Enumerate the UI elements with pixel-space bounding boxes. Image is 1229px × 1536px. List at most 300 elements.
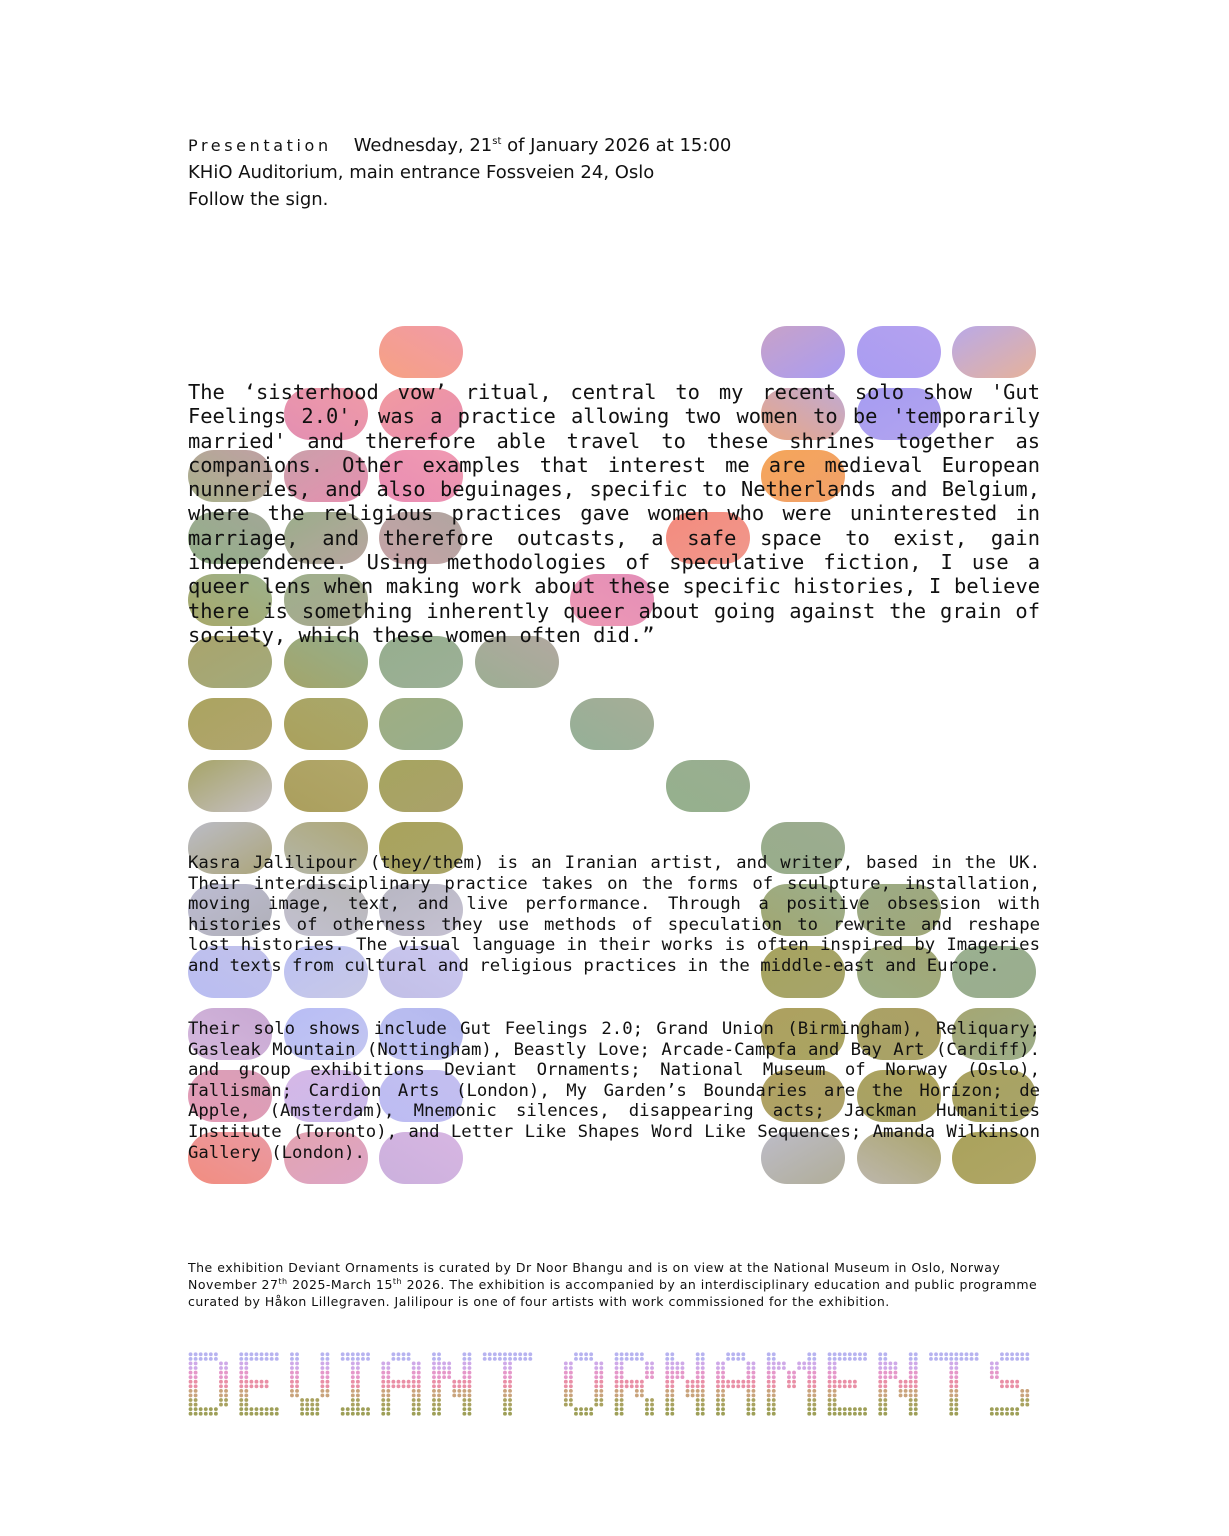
- logo-dot: [807, 1375, 811, 1379]
- logo-dot: [417, 1412, 421, 1416]
- logo-dot: [239, 1357, 243, 1361]
- logo-dot: [189, 1380, 193, 1384]
- logo-dot: [883, 1380, 887, 1384]
- logo-dot: [853, 1407, 857, 1411]
- logo-dot: [189, 1375, 193, 1379]
- logo-dot: [290, 1394, 294, 1398]
- logo-dot: [249, 1380, 253, 1384]
- logo-dot: [1005, 1357, 1009, 1361]
- logo-dot: [209, 1412, 213, 1416]
- logo-dot: [275, 1357, 279, 1361]
- logo-dot: [468, 1398, 472, 1402]
- logo-dot: [518, 1352, 522, 1356]
- logo-dot: [767, 1380, 771, 1384]
- logo-dot: [244, 1380, 248, 1384]
- logo-dot: [260, 1384, 264, 1388]
- logo-dot: [995, 1407, 999, 1411]
- logo-dot: [452, 1394, 456, 1398]
- logo-dot: [736, 1357, 740, 1361]
- logo-dot: [949, 1352, 953, 1356]
- logo-dot: [843, 1407, 847, 1411]
- logo-dot: [731, 1352, 735, 1356]
- logo-dot: [356, 1375, 360, 1379]
- logo-dot: [320, 1394, 324, 1398]
- logo-dot: [909, 1389, 913, 1393]
- logo-dot: [386, 1394, 390, 1398]
- logo-dot: [295, 1375, 299, 1379]
- logo-dot: [670, 1384, 674, 1388]
- logo-dot: [838, 1380, 842, 1384]
- logo-dot: [767, 1394, 771, 1398]
- logo-dot: [320, 1380, 324, 1384]
- logo-dot: [767, 1375, 771, 1379]
- logo-dot: [883, 1394, 887, 1398]
- logo-dot: [812, 1362, 816, 1366]
- logo-dot: [244, 1375, 248, 1379]
- logo-dot: [1025, 1389, 1029, 1393]
- logo-dot: [290, 1352, 294, 1356]
- logo-dot: [828, 1357, 832, 1361]
- logo-dot: [741, 1384, 745, 1388]
- logo-dot: [965, 1352, 969, 1356]
- event-datetime-ordinal: st: [492, 136, 502, 147]
- logo-dot: [848, 1352, 852, 1356]
- logo-dot: [381, 1398, 385, 1402]
- logo-dot: [462, 1398, 466, 1402]
- logo-dot: [468, 1389, 472, 1393]
- logo-dot: [630, 1380, 634, 1384]
- logo-dot: [883, 1362, 887, 1366]
- logo-dot: [239, 1366, 243, 1370]
- logo-dot: [417, 1362, 421, 1366]
- logo-dot: [746, 1394, 750, 1398]
- logo-dot: [1020, 1352, 1024, 1356]
- logo-dot: [675, 1366, 679, 1370]
- logo-dot: [954, 1407, 958, 1411]
- logo-dot: [914, 1375, 918, 1379]
- logo-dot: [838, 1357, 842, 1361]
- logo-dot: [244, 1371, 248, 1375]
- logo-dot: [244, 1407, 248, 1411]
- logo-dot: [975, 1352, 979, 1356]
- logo-dot: [990, 1371, 994, 1375]
- logo-dot: [696, 1375, 700, 1379]
- logo-dot: [244, 1412, 248, 1416]
- logo-dot: [437, 1384, 441, 1388]
- footnote-text-1: The exhibition Deviant Ornaments is curated by Dr Noor Bhangu and is on view at the National Museum in Oslo, Norway November 27: [188, 1260, 1001, 1293]
- logo-dot: [721, 1371, 725, 1375]
- exhibition-footnote: [188, 1259, 1040, 1311]
- logo-dot: [391, 1352, 395, 1356]
- logo-dot: [437, 1371, 441, 1375]
- logo-dot: [224, 1366, 228, 1370]
- logo-dot: [437, 1394, 441, 1398]
- logo-dot: [204, 1352, 208, 1356]
- logo-dot: [356, 1366, 360, 1370]
- logo-dot: [686, 1384, 690, 1388]
- logo-dot: [635, 1352, 639, 1356]
- logo-dot: [493, 1352, 497, 1356]
- logo-dot: [417, 1380, 421, 1384]
- logo-dot: [315, 1412, 319, 1416]
- logo-dot: [620, 1384, 624, 1388]
- logo-dot: [914, 1384, 918, 1388]
- logo-dot: [1025, 1403, 1029, 1407]
- logo-dot: [746, 1389, 750, 1393]
- logo-dot: [1000, 1357, 1004, 1361]
- logo-dot: [574, 1412, 578, 1416]
- logo-dot: [351, 1357, 355, 1361]
- logo-dot: [508, 1371, 512, 1375]
- logo-dot: [315, 1403, 319, 1407]
- logo-dot: [954, 1394, 958, 1398]
- logo-dot: [351, 1407, 355, 1411]
- footnote-text-2: 2025-March 15: [287, 1277, 393, 1293]
- logo-dot: [878, 1352, 882, 1356]
- logo-dot: [265, 1384, 269, 1388]
- logo-dot: [432, 1398, 436, 1402]
- logo-dot: [909, 1403, 913, 1407]
- logo-dot: [260, 1352, 264, 1356]
- logo-dot: [356, 1394, 360, 1398]
- logo-dot: [914, 1357, 918, 1361]
- logo-dot: [878, 1398, 882, 1402]
- logo-dot: [767, 1407, 771, 1411]
- logo-dot: [843, 1412, 847, 1416]
- logo-dot: [356, 1371, 360, 1375]
- logo-dot: [833, 1389, 837, 1393]
- logo-dot: [772, 1380, 776, 1384]
- logo-dot: [701, 1362, 705, 1366]
- logo-dot: [356, 1380, 360, 1384]
- logo-dot: [995, 1366, 999, 1370]
- logo-dot: [1000, 1407, 1004, 1411]
- logo-dot: [883, 1352, 887, 1356]
- logo-dot: [462, 1389, 466, 1393]
- logo-dot: [528, 1357, 532, 1361]
- logo-dot: [351, 1412, 355, 1416]
- logo-dot: [579, 1412, 583, 1416]
- logo-dot: [934, 1357, 938, 1361]
- logo-dot: [802, 1362, 806, 1366]
- logo-dot: [929, 1352, 933, 1356]
- logo-dot: [386, 1362, 390, 1366]
- logo-dot: [828, 1375, 832, 1379]
- logo-dot: [665, 1352, 669, 1356]
- logo-dot: [224, 1403, 228, 1407]
- event-datetime-day: Wednesday, 21: [353, 135, 493, 156]
- logo-dot: [356, 1357, 360, 1361]
- logo-dot: [219, 1389, 223, 1393]
- logo-dot: [752, 1366, 756, 1370]
- logo-dot: [833, 1384, 837, 1388]
- logo-dot: [645, 1412, 649, 1416]
- logo-dot: [260, 1357, 264, 1361]
- logo-dot: [665, 1394, 669, 1398]
- logo-dot: [194, 1394, 198, 1398]
- logo-dot: [402, 1384, 406, 1388]
- logo-dot: [579, 1352, 583, 1356]
- logo-dot: [381, 1394, 385, 1398]
- logo-dot: [838, 1407, 842, 1411]
- logo-dot: [1000, 1380, 1004, 1384]
- logo-dot: [503, 1389, 507, 1393]
- logo-dot: [792, 1371, 796, 1375]
- logo-dot: [209, 1407, 213, 1411]
- logo-dot: [721, 1375, 725, 1379]
- logo-dot: [665, 1375, 669, 1379]
- logo-dot: [949, 1389, 953, 1393]
- logo-dot: [437, 1357, 441, 1361]
- logo-dot: [681, 1375, 685, 1379]
- logo-dot: [437, 1389, 441, 1393]
- logo-dot: [315, 1398, 319, 1402]
- logo-dot: [437, 1352, 441, 1356]
- logo-dot: [412, 1398, 416, 1402]
- logo-dot: [615, 1362, 619, 1366]
- logo-dot: [954, 1375, 958, 1379]
- logo-dot: [645, 1403, 649, 1407]
- logo-dot: [914, 1394, 918, 1398]
- logo-dot: [787, 1375, 791, 1379]
- logo-dot: [878, 1403, 882, 1407]
- logo-dot: [883, 1375, 887, 1379]
- logo-dot: [853, 1352, 857, 1356]
- logo-dot: [772, 1366, 776, 1370]
- logo-dot: [812, 1384, 816, 1388]
- logo-dot: [883, 1357, 887, 1361]
- logo-dot: [579, 1357, 583, 1361]
- logo-dot: [853, 1384, 857, 1388]
- logo-dot: [965, 1357, 969, 1361]
- logo-dot: [696, 1407, 700, 1411]
- logo-dot: [752, 1398, 756, 1402]
- event-datetime: [354, 135, 732, 156]
- logo-dot: [219, 1366, 223, 1370]
- logo-dot: [828, 1398, 832, 1402]
- logo-dot: [833, 1375, 837, 1379]
- logo-dot: [341, 1357, 345, 1361]
- logo-dot: [807, 1366, 811, 1370]
- logo-dot: [255, 1357, 259, 1361]
- logo-dot: [792, 1375, 796, 1379]
- logo-dot: [498, 1357, 502, 1361]
- logo-dot: [726, 1357, 730, 1361]
- logo-dot: [833, 1366, 837, 1370]
- logo-dot: [640, 1384, 644, 1388]
- logo-dot: [432, 1389, 436, 1393]
- logo-dot: [620, 1357, 624, 1361]
- logo-dot: [599, 1384, 603, 1388]
- logo-dot: [615, 1375, 619, 1379]
- logo-dot: [239, 1394, 243, 1398]
- logo-dot: [914, 1407, 918, 1411]
- logo-dot: [290, 1371, 294, 1375]
- logo-dot: [645, 1375, 649, 1379]
- logo-dot: [675, 1375, 679, 1379]
- decorative-pill: [284, 698, 368, 750]
- logo-dot: [701, 1357, 705, 1361]
- logo-dot: [249, 1352, 253, 1356]
- logo-dot: [462, 1407, 466, 1411]
- logo-dot: [701, 1371, 705, 1375]
- decorative-pill: [761, 326, 845, 378]
- logo-dot: [701, 1380, 705, 1384]
- logo-dot: [437, 1407, 441, 1411]
- logo-dot: [625, 1352, 629, 1356]
- logo-dot: [914, 1380, 918, 1384]
- logo-dot: [767, 1366, 771, 1370]
- logo-dot: [620, 1394, 624, 1398]
- logo-dot: [752, 1384, 756, 1388]
- logo-dot: [270, 1357, 274, 1361]
- logo-dot: [878, 1394, 882, 1398]
- logo-dot: [295, 1352, 299, 1356]
- logo-dot: [1005, 1352, 1009, 1356]
- logo-dot: [721, 1366, 725, 1370]
- logo-dot: [812, 1357, 816, 1361]
- logo-dot: [488, 1352, 492, 1356]
- logo-dot: [341, 1407, 345, 1411]
- logo-dot: [721, 1380, 725, 1384]
- logo-dot: [194, 1412, 198, 1416]
- logo-dot: [589, 1407, 593, 1411]
- logo-dot: [239, 1371, 243, 1375]
- logo-dot: [686, 1389, 690, 1393]
- logo-dot: [437, 1403, 441, 1407]
- logo-dot: [914, 1389, 918, 1393]
- logo-dot: [625, 1384, 629, 1388]
- logo-dot: [802, 1366, 806, 1370]
- logo-dot: [746, 1375, 750, 1379]
- logo-dot: [305, 1403, 309, 1407]
- logo-dot: [772, 1384, 776, 1388]
- logo-dot: [752, 1403, 756, 1407]
- logo-dot: [346, 1407, 350, 1411]
- logo-dot: [356, 1362, 360, 1366]
- logo-dot: [346, 1357, 350, 1361]
- logo-dot: [716, 1412, 720, 1416]
- logo-dot: [244, 1389, 248, 1393]
- logo-dot: [716, 1362, 720, 1366]
- logo-dot: [462, 1412, 466, 1416]
- logo-dot: [305, 1407, 309, 1411]
- logo-dot: [432, 1380, 436, 1384]
- logo-dot: [569, 1362, 573, 1366]
- logo-dot: [397, 1357, 401, 1361]
- logo-dot: [843, 1357, 847, 1361]
- logo-dot: [437, 1375, 441, 1379]
- logo-dot: [772, 1407, 776, 1411]
- logo-dot: [290, 1366, 294, 1370]
- logo-dot: [807, 1412, 811, 1416]
- logo-dot: [681, 1371, 685, 1375]
- logo-dot: [883, 1398, 887, 1402]
- logo-dot: [290, 1362, 294, 1366]
- logo-dot: [270, 1407, 274, 1411]
- logo-dot: [772, 1371, 776, 1375]
- logo-dot: [265, 1380, 269, 1384]
- logo-dot: [356, 1398, 360, 1402]
- logo-dot: [219, 1371, 223, 1375]
- logo-dot: [508, 1357, 512, 1361]
- logo-dot: [665, 1362, 669, 1366]
- logo-dot: [752, 1389, 756, 1393]
- logo-dot: [468, 1362, 472, 1366]
- logo-dot: [828, 1352, 832, 1356]
- logo-dot: [189, 1403, 193, 1407]
- logo-dot: [1020, 1357, 1024, 1361]
- logo-dot: [615, 1384, 619, 1388]
- logo-dot: [194, 1398, 198, 1402]
- logo-dot: [457, 1380, 461, 1384]
- logo-dot: [792, 1380, 796, 1384]
- logo-dot: [488, 1357, 492, 1361]
- logo-dot: [833, 1412, 837, 1416]
- logo-dot: [696, 1366, 700, 1370]
- logo-dot: [772, 1398, 776, 1402]
- logo-dot: [939, 1357, 943, 1361]
- logo-dot: [1005, 1412, 1009, 1416]
- event-date-line: [188, 132, 1088, 159]
- logo-dot: [620, 1371, 624, 1375]
- logo-dot: [432, 1394, 436, 1398]
- logo-dot: [949, 1362, 953, 1366]
- logo-dot: [468, 1403, 472, 1407]
- logo-dot: [356, 1384, 360, 1388]
- logo-dot: [295, 1371, 299, 1375]
- logo-dot: [807, 1394, 811, 1398]
- logo-dot: [670, 1403, 674, 1407]
- logo-dot: [564, 1380, 568, 1384]
- logo-dot: [594, 1403, 598, 1407]
- logo-dot: [452, 1380, 456, 1384]
- logo-dot: [1000, 1412, 1004, 1416]
- logo-dot: [503, 1403, 507, 1407]
- logo-dot: [305, 1398, 309, 1402]
- logo-dot: [356, 1352, 360, 1356]
- logo-dot: [214, 1352, 218, 1356]
- logo-dot: [326, 1362, 330, 1366]
- logo-dot: [432, 1412, 436, 1416]
- logo-dot: [686, 1380, 690, 1384]
- logo-dot: [833, 1407, 837, 1411]
- logo-dot: [772, 1357, 776, 1361]
- logo-dot: [599, 1366, 603, 1370]
- logo-dot: [904, 1380, 908, 1384]
- logo-dot: [270, 1412, 274, 1416]
- logo-dot: [305, 1412, 309, 1416]
- logo-dot: [701, 1352, 705, 1356]
- logo-dot: [214, 1412, 218, 1416]
- logo-dot: [848, 1407, 852, 1411]
- logo-dot: [194, 1407, 198, 1411]
- logo-dot: [620, 1380, 624, 1384]
- logo-dot: [224, 1371, 228, 1375]
- logo-dot: [224, 1362, 228, 1366]
- logo-dot: [503, 1357, 507, 1361]
- logo-dot: [772, 1375, 776, 1379]
- logo-dot: [701, 1407, 705, 1411]
- logo-dot: [909, 1375, 913, 1379]
- logo-dot: [904, 1389, 908, 1393]
- logo-dot: [594, 1371, 598, 1375]
- logo-dot: [731, 1380, 735, 1384]
- logo-dot: [944, 1352, 948, 1356]
- logo-dot: [310, 1412, 314, 1416]
- logo-dot: [828, 1403, 832, 1407]
- logo-dot: [670, 1380, 674, 1384]
